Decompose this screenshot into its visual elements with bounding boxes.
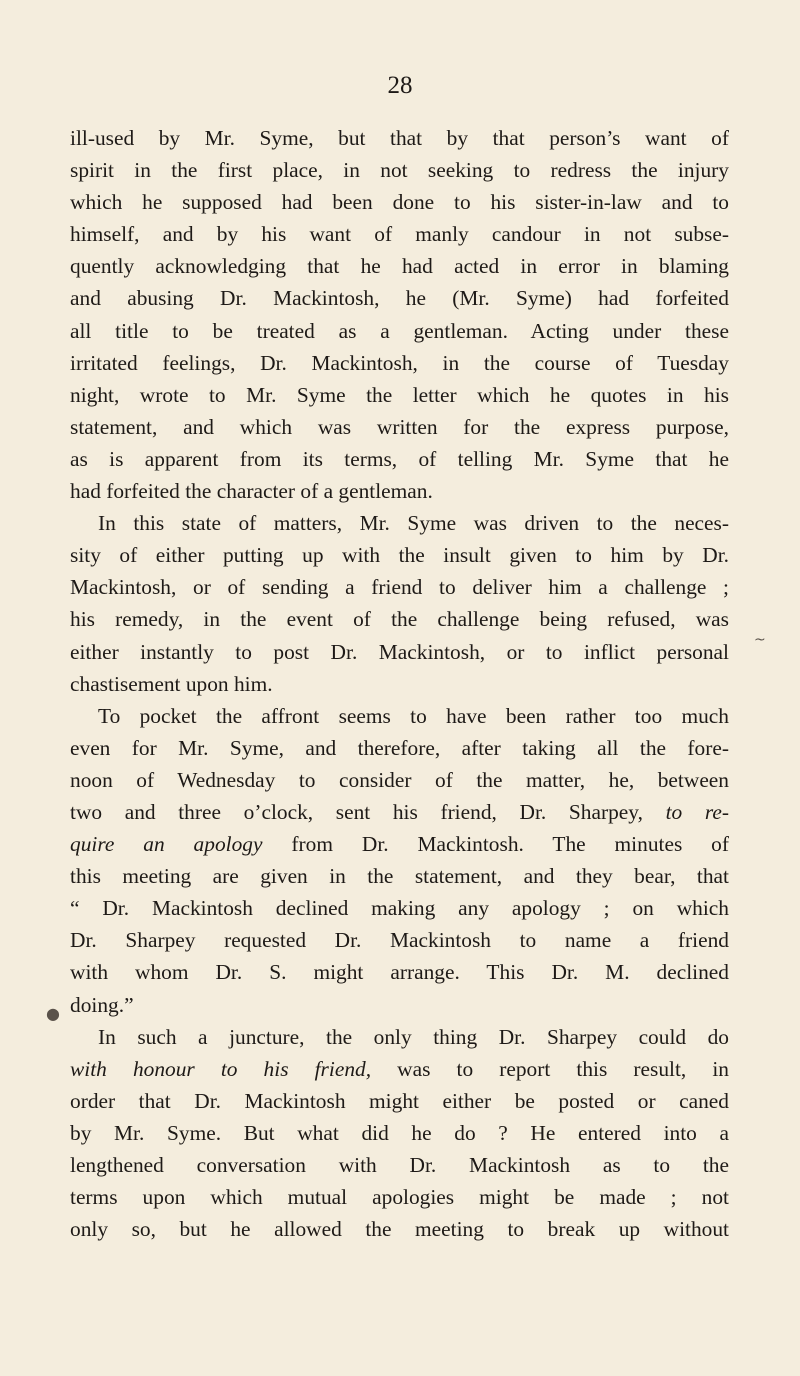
italic-phrase: quire an apology xyxy=(70,832,263,857)
text-line: ill-used by Mr. Syme, but that by that person’s want of xyxy=(70,126,729,150)
text-line: and abusing Dr. Mackintosh, he (Mr. Syme) had forfeited xyxy=(70,286,729,311)
text-line xyxy=(70,828,729,860)
text-line: terms upon which mutual apologies might be made ; not xyxy=(70,1185,729,1210)
text-line: spirit in the first place, in not seeking to redress the injury xyxy=(70,158,729,183)
line-segment: from Dr. Mackintosh. The minutes of xyxy=(262,832,729,857)
text-line: his remedy, in the event of the challenge being refused, was xyxy=(70,607,729,632)
ink-speck-icon: ~ xyxy=(754,632,766,648)
text-line: Dr. Sharpey requested Dr. Mackintosh to name a friend xyxy=(70,928,729,953)
text-line: quently acknowledging that he had acted in error in blaming xyxy=(70,254,729,279)
text-line: all title to be treated as a gentleman. Acting under these xyxy=(70,318,729,343)
text-line: even for Mr. Syme, and therefore, after taking all the fore- xyxy=(70,735,729,760)
text-line: doing.” xyxy=(70,992,134,1017)
body-text xyxy=(70,122,729,1245)
text-line: either instantly to post Dr. Mackintosh, or to inflict personal xyxy=(70,639,729,664)
text-line: had forfeited the character of a gentleman. xyxy=(70,479,433,504)
text-line: night, wrote to Mr. Syme the letter which he quotes in his xyxy=(70,382,729,407)
page-number: 28 xyxy=(387,72,413,99)
text-line: Mackintosh, or of sending a friend to deliver him a challenge ; xyxy=(70,575,729,600)
ink-blot-icon: ● xyxy=(46,1004,60,1023)
text-line: order that Dr. Mackintosh might either be posted or caned xyxy=(70,1088,729,1113)
text-line: “ Dr. Mackintosh declined making any apology ; on which xyxy=(70,896,729,921)
text-line: only so, but he allowed the meeting to break up without xyxy=(70,1217,729,1242)
paragraph-start-line: To pocket the affront seems to have been rather too much xyxy=(98,703,729,728)
paragraph-start-line: In this state of matters, Mr. Syme was driven to the neces- xyxy=(98,511,729,536)
text-line: which he supposed had been done to his sister-in-law and to xyxy=(70,190,729,215)
paragraph-start-line: In such a juncture, the only thing Dr. Sharpey could do xyxy=(98,1024,729,1049)
text-line: as is apparent from its terms, of telling Mr. Syme that he xyxy=(70,446,729,471)
text-line: lengthened conversation with Dr. Mackintosh as to the xyxy=(70,1153,729,1177)
text-line: statement, and which was written for the express purpose, xyxy=(70,414,729,439)
text-line: himself, and by his want of manly candour in not subse- xyxy=(70,222,729,247)
text-line xyxy=(70,796,729,828)
text-line: irritated feelings, Dr. Mackintosh, in the course of Tuesday xyxy=(70,350,729,375)
italic-phrase: to re- xyxy=(665,799,729,824)
text-line: chastisement upon him. xyxy=(70,671,273,696)
text-line: sity of either putting up with the insult given to him by Dr. xyxy=(70,543,729,568)
italic-phrase: with honour to his friend, xyxy=(70,1056,372,1081)
line-segment: two and three o’clock, sent his friend, Dr. Sharpey, xyxy=(70,799,666,824)
text-line: with whom Dr. S. might arrange. This Dr. M. declined xyxy=(70,960,729,985)
text-line: this meeting are given in the statement, and they bear, that xyxy=(70,864,729,889)
text-line: by Mr. Syme. But what did he do ? He entered into a xyxy=(70,1120,729,1145)
text-line xyxy=(70,1053,729,1085)
text-line: noon of Wednesday to consider of the matter, he, between xyxy=(70,767,729,792)
line-segment: was to report this result, in xyxy=(371,1056,729,1081)
